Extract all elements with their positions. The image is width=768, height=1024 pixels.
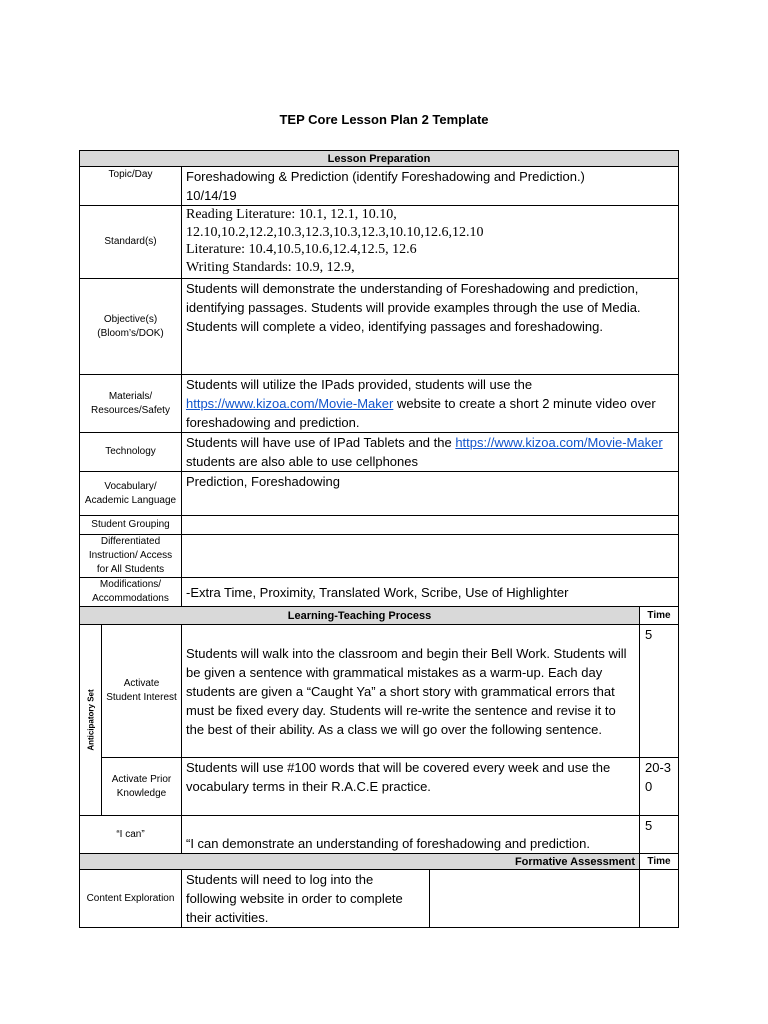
content-exploration-text: Students will need to log into the following website in order to complete their activities. (182, 870, 430, 928)
standards-cell (182, 206, 679, 279)
technology-text-2: students are also able to use cellphones (186, 454, 418, 469)
technology-label: Technology (80, 433, 182, 472)
anticipatory-set-text: Anticipatory Set (86, 689, 95, 751)
standards-label: Standard(s) (80, 206, 182, 279)
grouping-label: Student Grouping (80, 516, 182, 535)
content-exploration-time (640, 870, 679, 928)
materials-link[interactable]: https://www.kizoa.com/Movie-Maker (186, 396, 394, 411)
lesson-plan-table (79, 150, 679, 928)
prior-knowledge-text: Students will use #100 words that will be covered every week and use the vocabulary terms in their R.A.C.E practice. (182, 758, 640, 816)
i-can-label: “I can” (80, 816, 182, 854)
time-header: Time (640, 607, 679, 625)
technology-link[interactable]: https://www.kizoa.com/Movie-Maker (455, 435, 663, 450)
objectives-label-line-1: Objective(s) (103, 313, 158, 325)
content-exploration-label: Content Exploration (80, 870, 182, 928)
materials-text-2: website to create a short 2 minute video over foreshadowing and prediction. (186, 396, 656, 430)
differentiated-label: Differentiated Instruction/ Access for All Students (80, 535, 182, 578)
page-title: TEP Core Lesson Plan 2 Template (279, 112, 489, 127)
prior-knowledge-time: 20-30 (640, 758, 679, 816)
modifications-text: -Extra Time, Proximity, Translated Work, Scribe, Use of Highlighter (182, 578, 679, 607)
differentiated-text (182, 535, 679, 578)
anticipatory-set-label (80, 625, 102, 816)
materials-cell (182, 375, 679, 433)
learning-teaching-header: Learning-Teaching Process (80, 607, 640, 625)
materials-text-1: Students will utilize the IPads provided, students will use the (186, 377, 533, 392)
formative-time-header: Time (640, 854, 679, 870)
vocabulary-text: Prediction, Foreshadowing (182, 472, 679, 516)
technology-cell (182, 433, 679, 472)
i-can-time: 5 (640, 816, 679, 854)
vocabulary-label: Vocabulary/ Academic Language (80, 472, 182, 516)
activate-interest-text: Students will walk into the classroom and begin their Bell Work. Students will be given a sentence with grammatical mistakes as a warm-up. Each day students are given a “Caught Ya” a short story with grammatical errors that must be fixed every day. Students will re-write the sentence and revise it to the best of their ability. As a class we will go over the following sentence. (182, 625, 640, 758)
prior-knowledge-label: Activate Prior Knowledge (102, 758, 182, 816)
i-can-text: “I can demonstrate an understanding of foreshadowing and prediction. (182, 816, 640, 854)
formative-assessment-header: Formative Assessment (80, 854, 640, 870)
topic-text: Foreshadowing & Prediction (identify Foreshadowing and Prediction.) (186, 169, 585, 184)
topic-date: 10/14/19 (186, 188, 237, 203)
objectives-text: Students will demonstrate the understanding of Foreshadowing and prediction, identifying passages. Students will provide examples through the use of Media. Students will complete a video, identifying passages and foreshadowing. (182, 279, 679, 375)
objectives-label-line-2: (Bloom’s/DOK) (97, 327, 164, 339)
topic-label: Topic/Day (80, 167, 182, 206)
content-exploration-assessment (430, 870, 640, 928)
grouping-text (182, 516, 679, 535)
standards-line-4: Writing Standards: 10.9, 12.9, (186, 259, 355, 275)
activate-interest-label: Activate Student Interest (102, 625, 182, 758)
standards-line-3: Literature: 10.4,10.5,10.6,12.4,12.5, 12.6 (186, 242, 417, 257)
technology-text-1: Students will have use of IPad Tablets and the (186, 435, 456, 450)
topic-cell (182, 167, 679, 206)
lesson-preparation-header: Lesson Preparation (80, 151, 679, 167)
modifications-label: Modifications/ Accommodations (80, 578, 182, 607)
materials-label: Materials/ Resources/Safety (80, 375, 182, 433)
activate-interest-time: 5 (640, 625, 679, 758)
objectives-label (80, 279, 182, 375)
standards-reading-label: Reading Literature: (186, 207, 296, 222)
standards-line-1: 10.1, 12.1, 10.10, (295, 207, 397, 222)
standards-line-2: 12.10,10.2,12.2,10.3,12.3,10.3,12.3,10.10,12.6,12.10 (186, 224, 484, 240)
